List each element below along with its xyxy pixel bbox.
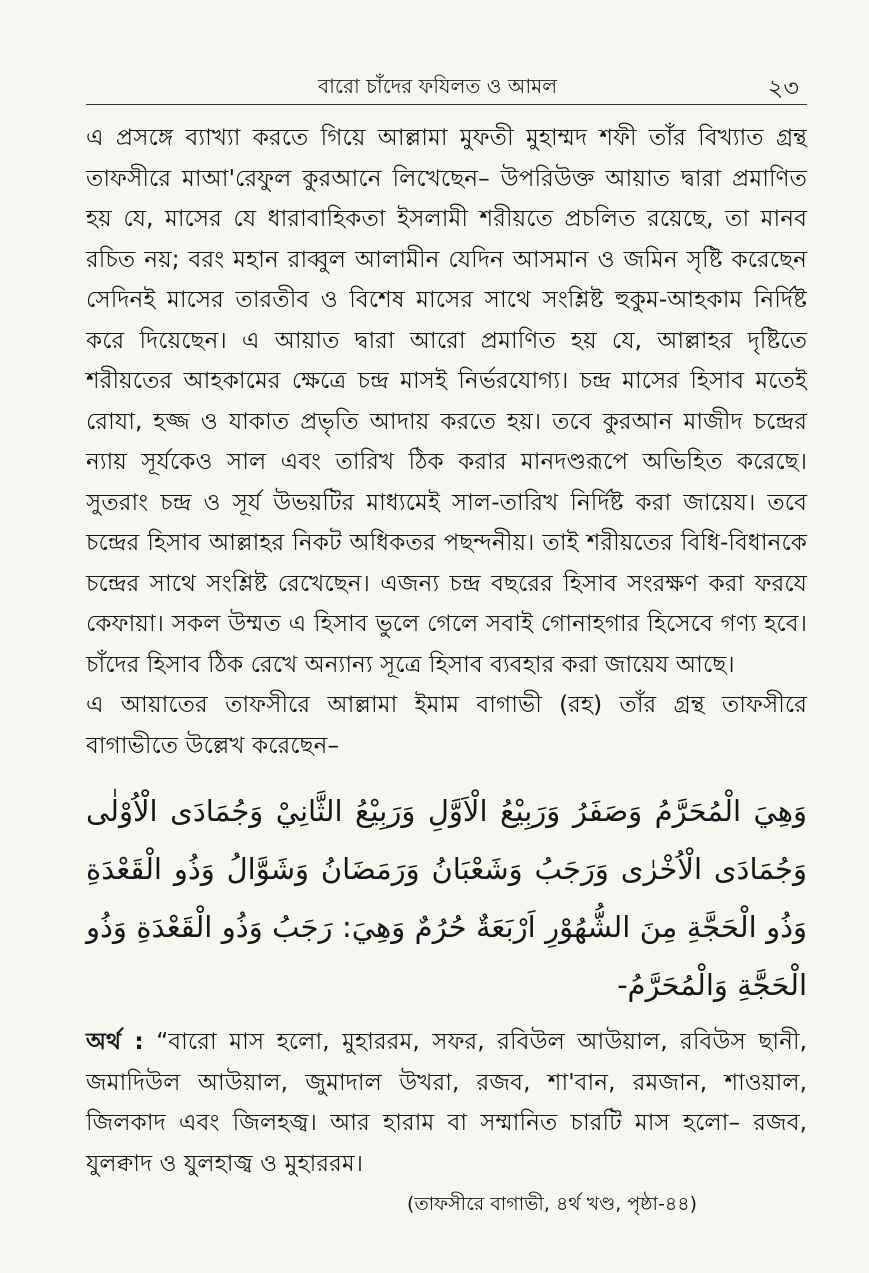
meaning-label: অর্থ : (86, 1028, 144, 1055)
meaning-text: “বারো মাস হলো, মুহাররম, সফর, রবিউল আউয়াল, রবিউস ছানী, জমাদিউল আউয়াল, জুমাদাল উখরা, রজব, শা'বান, রমজান, শাওয়াল, জিলকাদ এবং জিলহজ্ব। আর হারাম বা সম্মানিত চারটি মাস হলো– রজব, যুলক্বাদ ও যুলহাজ্ব ও মুহাররম। (86, 1028, 808, 1177)
page-body (86, 118, 807, 1220)
running-title: বারো চাঁদের ফযিলত ও আমল (318, 74, 558, 98)
paragraph-1: এ প্রসঙ্গে ব্যাখ্যা করতে গিয়ে আল্লামা মুফতী মুহাম্মদ শফী তাঁর বিখ্যাত গ্রন্থ তাফসীরে মাআ'রেফুল কুরআনে লিখেছেন– উপরিউক্ত আয়াত দ্বারা প্রমাণিত হয় যে, মাসের যে ধারাবাহিকতা ইসলামী শরীয়তে প্রচলিত রয়েছে, তা মানব রচিত নয়; বরং মহান রাব্বুল আলামীন যেদিন আসমান ও জমিন সৃষ্টি করেছেন সেদিনই মাসের তারতীব ও বিশেষ মাসের সাথে সংশ্লিষ্ট হুকুম-আহকাম নির্দিষ্ট করে দিয়েছেন। এ আয়াত দ্বারা আরো প্রমাণিত হয় যে, আল্লাহর দৃষ্টিতে শরীয়তের আহকামের ক্ষেত্রে চন্দ্র মাসই নির্ভরযোগ্য। চন্দ্র মাসের হিসাব মতেই রোযা, হজ্জ ও যাকাত প্রভৃতি আদায় করতে হয়। তবে কুরআন মাজীদ চন্দ্রের ন্যায় সূর্যকেও সাল এবং তারিখ ঠিক করার মানদণ্ডরূপে অভিহিত করেছে। সুতরাং চন্দ্র ও সূর্য উভয়টির মাধ্যমেই সাল-তারিখ নির্দিষ্ট করা জায়েয। তবে চন্দ্রের হিসাব আল্লাহর নিকট অধিকতর পছন্দনীয়। তাই শরীয়তের বিধি-বিধানকে চন্দ্রের সাথে সংশ্লিষ্ট রেখেছেন। এজন্য চন্দ্র বছরের হিসাব সংরক্ষণ করা ফরযে কেফায়া। সকল উম্মত এ হিসাব ভুলে গেলে সবাই গোনাহগার হিসেবে গণ্য হবে। চাঁদের হিসাব ঠিক রেখে অন্যান্য সূত্রে হিসাব ব্যবহার করা জায়েয আছে। (86, 124, 807, 678)
header-rule (86, 104, 807, 105)
arabic-quote: وَهِيَ الْمُحَرَّمُ وَصَفَرُ وَرَبِيْعُ الْاَوَّلِ وَرَبِيْعُ الثَّانِيْ وَجُمَادَى الْاُوْلٰى وَجُمَادَى الْاُخْرٰى وَرَجَبُ وَشَعْبَانُ وَرَمَضَانُ وَشَوَّالُ وَذُو الْقَعْدَةِ وَذُو الْحَجَّةِ مِنَ الشُّهُوْرِ اَرْبَعَةٌ حُرُمٌ وَهِيَ: رَجَبُ وَذُو الْقَعْدَةِ وَذُو الْحَجَّةِ وَالْمُحَرَّمُ- (86, 794, 807, 1002)
meaning-paragraph (86, 1022, 807, 1184)
page-header (86, 0, 807, 106)
paragraph-2: এ আয়াতের তাফসীরে আল্লামা ইমাম বাগাভী (রহ) তাঁর গ্রন্থ তাফসীরে বাগাভীতে উল্লেখ করেছেন– (86, 691, 807, 759)
citation: (তাফসীরে বাগাভী, ৪র্থ খণ্ড, পৃষ্ঠা-৪৪) (407, 1193, 697, 1215)
page-number: ২৩ (767, 74, 799, 102)
